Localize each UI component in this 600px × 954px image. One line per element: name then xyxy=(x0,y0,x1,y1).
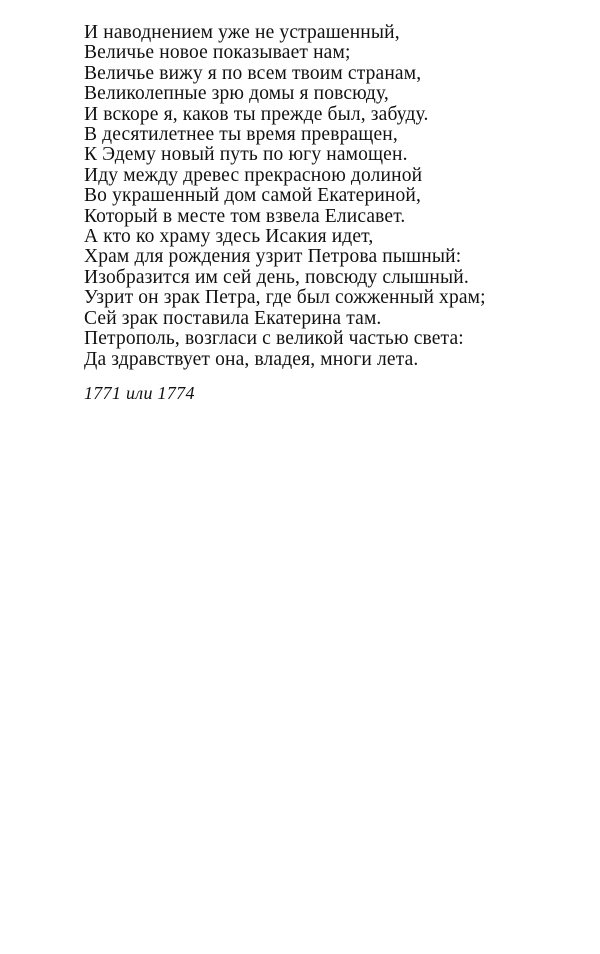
poem-line: Во украшенный дом самой Екатериной, xyxy=(84,185,422,207)
poem-line: В десятилетнее ты время превращен, xyxy=(84,124,398,146)
poem-line: Сей зрак поставила Екатерина там. xyxy=(84,307,382,329)
poem-date: 1771 или 1774 xyxy=(84,383,195,403)
poem-line: И наводнением уже не устрашенный, xyxy=(84,22,400,43)
poem-line: Да здравствует она, владея, многи лета. xyxy=(84,348,419,370)
poem-line: Величье новое показывает нам; xyxy=(84,42,351,64)
poem-line: И вскоре я, каков ты прежде был, забуду. xyxy=(84,103,429,125)
poem-line: К Эдему новый путь по югу намощен. xyxy=(84,144,408,166)
poem-line: Иду между древес прекрасною долиной xyxy=(84,164,423,186)
poem-text xyxy=(84,23,486,370)
poem-line: Храм для рождения узрит Петрова пышный: xyxy=(84,246,462,268)
poem-line: Величье вижу я по всем твоим странам, xyxy=(84,62,422,84)
poem-line: Узрит он зрак Петра, где был сожженный храм; xyxy=(84,287,486,309)
poem-line: Великолепные зрю домы я повсюду, xyxy=(84,83,389,105)
poem-line: А кто ко храму здесь Исакия идет, xyxy=(84,226,374,248)
poem-line: Изобразится им сей день, повсюду слышный. xyxy=(84,266,469,288)
poem-line: Петрополь, возгласи с великой частью света: xyxy=(84,328,464,350)
poem-line: Который в месте том взвела Елисавет. xyxy=(84,205,406,227)
